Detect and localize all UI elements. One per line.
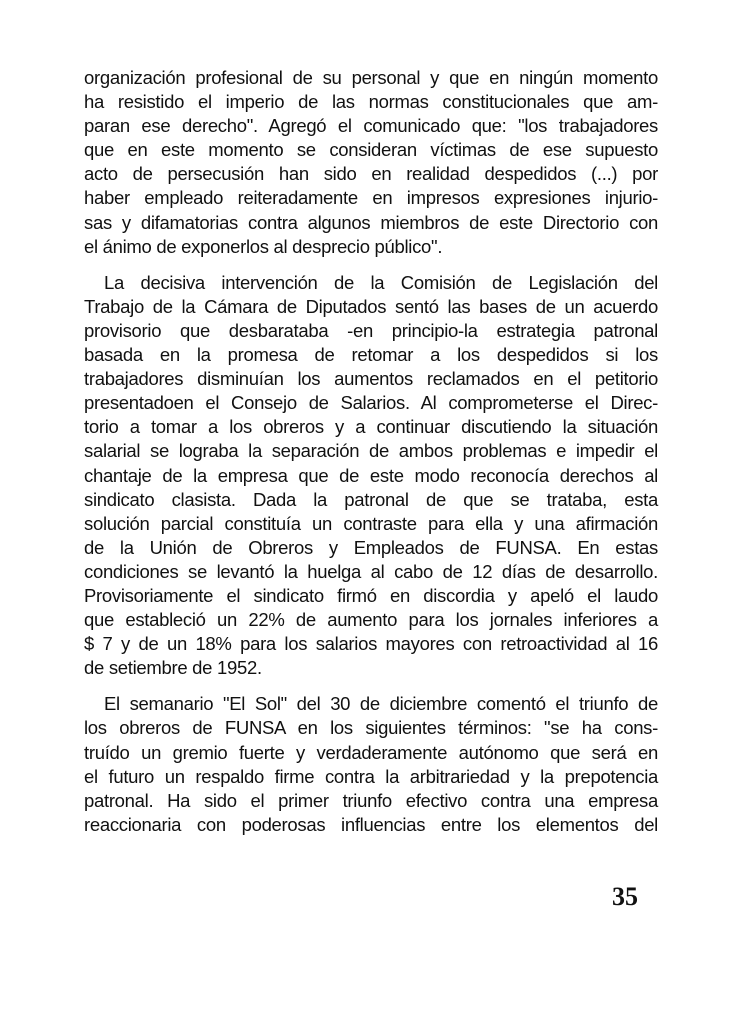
paragraph xyxy=(84,692,658,837)
text-line: $ 7 y de un 18% para los salarios mayores con retroactividad al 16 xyxy=(84,633,658,655)
text-line: trabajadores disminuían los aumentos reclamados en el petitorio xyxy=(84,368,658,390)
text-line: chantaje de la empresa que de este modo reconocía derechos al xyxy=(84,464,658,486)
paragraph xyxy=(84,66,658,259)
text-line: El semanario "El Sol" del 30 de diciembre comentó el triunfo de xyxy=(104,693,658,715)
text-line: torio a tomar a los obreros y a continuar discutiendo la situación xyxy=(84,416,658,438)
text-line: acto de persecusión han sido en realidad despedidos (...) por xyxy=(84,163,658,185)
text-line: Provisoriamente el sindicato firmó en discordia y apeló el laudo xyxy=(84,584,658,606)
text-line: truído un gremio fuerte y verdaderamente autónomo que será en xyxy=(84,741,658,763)
text-line: de setiembre de 1952. xyxy=(84,657,262,679)
text-line: provisorio que desbarataba -en principio-la estrategia patronal xyxy=(84,319,658,341)
text-line: basada en la promesa de retomar a los despedidos si los xyxy=(84,344,658,366)
text-line: patronal. Ha sido el primer triunfo efectivo contra una empresa xyxy=(84,789,658,811)
text-line: ha resistido el imperio de las normas constitucionales que am- xyxy=(84,91,658,113)
text-line: el ánimo de exponerlos al desprecio público". xyxy=(84,235,443,257)
paragraph xyxy=(84,271,658,681)
text-line: La decisiva intervención de la Comisión de Legislación del xyxy=(104,271,658,293)
text-line: salarial se lograba la separación de ambos problemas e impedir el xyxy=(84,440,658,462)
text-line: presentadoen el Consejo de Salarios. Al comprometerse el Direc- xyxy=(84,392,658,414)
page-number: 35 xyxy=(612,882,638,911)
text-line: paran ese derecho". Agregó el comunicado que: "los trabajadores xyxy=(84,115,658,137)
text-line: reaccionaria con poderosas influencias entre los elementos del xyxy=(84,813,658,835)
text-line: haber empleado reiteradamente en impresos expresiones injurio- xyxy=(84,187,658,209)
text-line: condiciones se levantó la huelga al cabo de 12 días de desarrollo. xyxy=(84,560,658,582)
text-line: sas y difamatorias contra algunos miembros de este Directorio con xyxy=(84,211,658,233)
text-line: el futuro un respaldo firme contra la arbitrariedad y la prepotencia xyxy=(84,765,658,787)
text-line: los obreros de FUNSA en los siguientes términos: "se ha cons- xyxy=(84,717,658,739)
text-line: que en este momento se consideran víctimas de ese supuesto xyxy=(84,139,658,161)
text-line: de la Unión de Obreros y Empleados de FUNSA. En estas xyxy=(84,536,658,558)
body-text xyxy=(84,66,658,849)
text-line: que estableció un 22% de aumento para los jornales inferiores a xyxy=(84,609,658,631)
text-line: organización profesional de su personal y que en ningún momento xyxy=(84,67,658,88)
text-line: sindicato clasista. Dada la patronal de que se trataba, esta xyxy=(84,488,658,510)
text-line: solución parcial constituía un contraste para ella y una afirmación xyxy=(84,512,658,534)
text-line: Trabajo de la Cámara de Diputados sentó las bases de un acuerdo xyxy=(84,295,658,317)
